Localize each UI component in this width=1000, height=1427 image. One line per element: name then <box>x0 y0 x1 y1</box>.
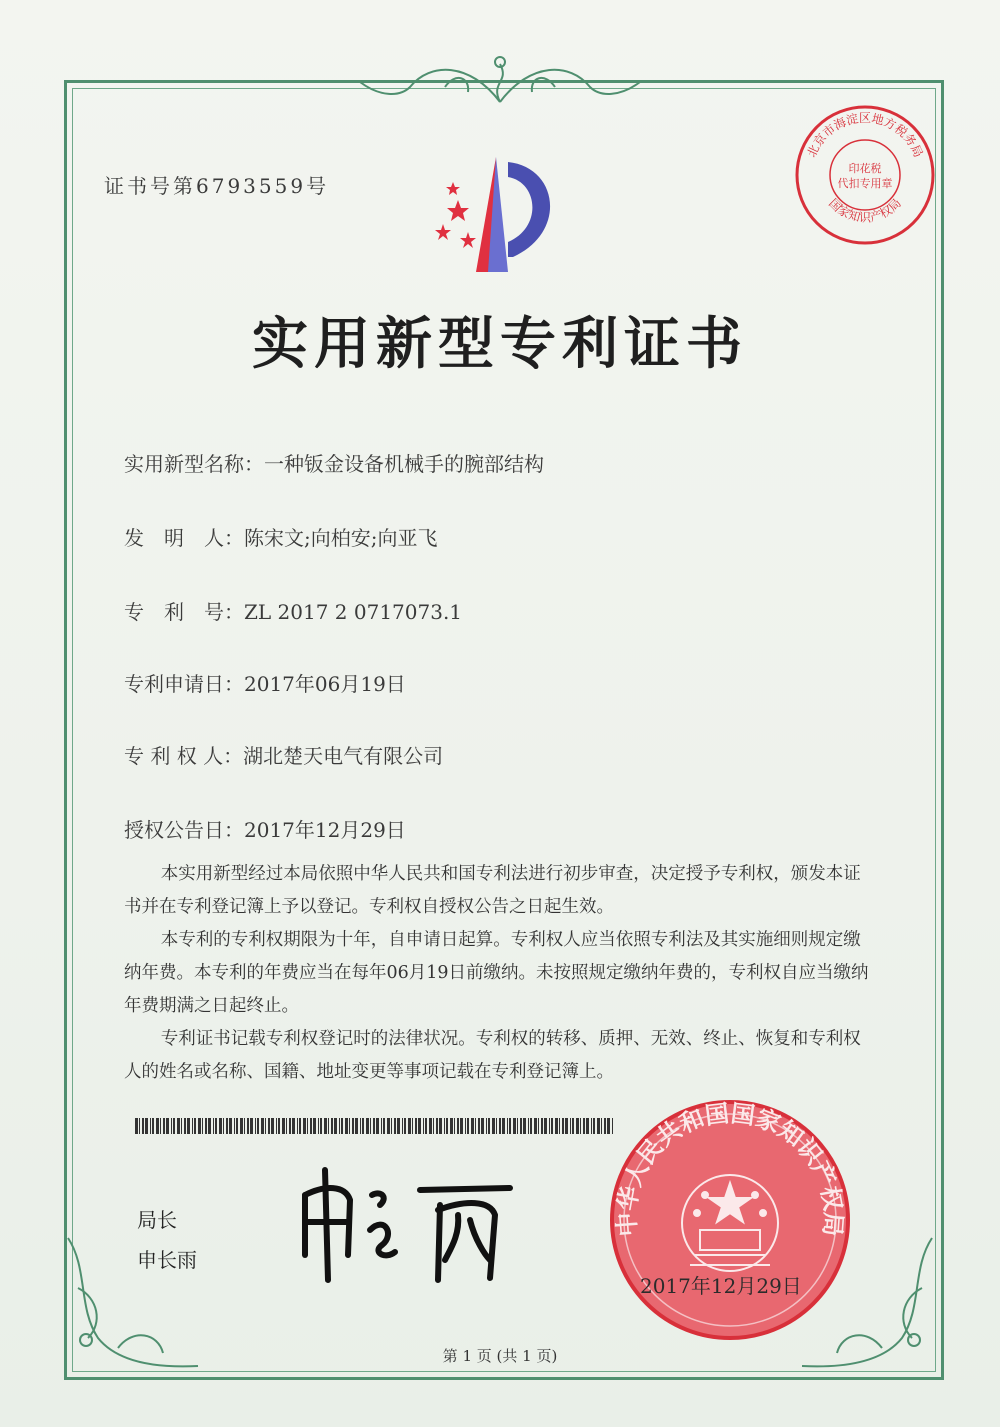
field-label: 授权公告日： <box>124 818 244 842</box>
field-label: 实用新型名称： <box>124 452 264 476</box>
field-grant-date <box>124 814 406 843</box>
tax-stamp-outer-text: 北京市海淀区地方税务局 <box>804 111 926 160</box>
top-ornament <box>350 52 650 112</box>
field-value: 湖北楚天电气有限公司 <box>243 744 444 768</box>
page-number: 第 1 页 (共 1 页) <box>442 1347 558 1365</box>
field-utility-model-name <box>124 448 544 477</box>
field-inventors <box>124 522 437 551</box>
tax-stamp-bottom-text: 国家知识产权局 <box>826 195 904 225</box>
tax-stamp <box>790 100 940 250</box>
field-patentee <box>124 740 443 769</box>
field-label: 发 明 人： <box>124 526 244 550</box>
body-paragraph: 专利证书记载专利权登记时的法律状况。专利权的转移、质押、无效、终止、恢复和专利权人的姓名或名称、国籍、地址变更等事项记载在专利登记簿上。 <box>124 1029 861 1082</box>
certificate-title: 实用新型专利证书 <box>252 311 748 377</box>
field-value: 2017年06月19日 <box>244 672 406 696</box>
field-patent-number <box>124 596 462 625</box>
certificate-body <box>124 858 874 1089</box>
field-value: 2017年12月29日 <box>244 818 406 842</box>
director-signature <box>290 1160 520 1290</box>
svg-text:北京市海淀区地方税务局 <box>804 110 925 159</box>
field-label: 专 利 号： <box>124 600 244 624</box>
barcode <box>135 1118 615 1134</box>
field-value: 一种钣金设备机械手的腕部结构 <box>264 452 544 476</box>
field-label: 专 利 权 人： <box>124 744 244 768</box>
field-value: 陈宋文;向柏安;向亚飞 <box>244 526 438 550</box>
field-label: 专利申请日： <box>124 672 244 696</box>
certificate-number: 证书号第6793559号 <box>104 174 330 198</box>
patent-office-logo <box>428 152 560 284</box>
director-block <box>137 1200 197 1280</box>
body-paragraph: 本实用新型经过本局依照中华人民共和国专利法进行初步审查，决定授予专利权，颁发本证书并在专利登记簿上予以登记。专利权自授权公告之日起生效。 <box>124 864 861 917</box>
seal-text: 中华人民共和国国家知识产权局 <box>612 1099 848 1238</box>
tax-stamp-inner-text-1: 印花税 <box>848 162 882 175</box>
field-application-date <box>124 668 406 697</box>
director-name: 申长雨 <box>137 1248 197 1272</box>
seal-date: 2017年12月29日 <box>640 1274 802 1298</box>
official-seal <box>605 1095 855 1345</box>
body-paragraph: 本专利的专利权期限为十年，自申请日起算。专利权人应当依照专利法及其实施细则规定缴纳年费。本专利的年费应当在每年06月19日前缴纳。未按照规定缴纳年费的，专利权自应当缴纳年费期满之日起终止。 <box>124 930 869 1016</box>
field-value: ZL 2017 2 0717073.1 <box>244 600 463 624</box>
director-title: 局长 <box>137 1208 177 1232</box>
tax-stamp-inner-text-2: 代扣专用章 <box>837 177 893 190</box>
